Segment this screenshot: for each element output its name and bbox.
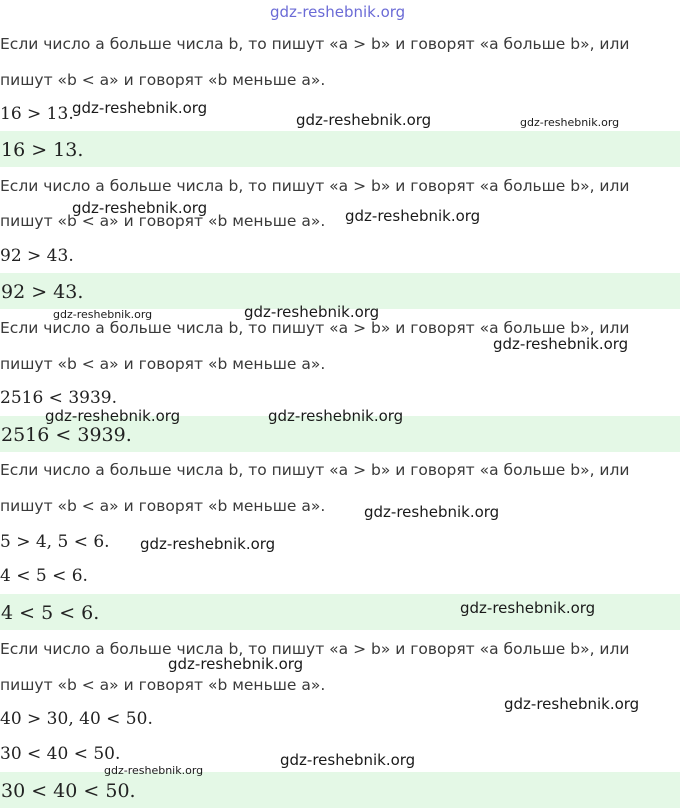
watermark: gdz-reshebnik.org: [504, 695, 640, 713]
rule-text: пишут «b < a» и говорят «b меньше a».: [0, 212, 326, 230]
answer-text: 4 < 5 < 6.: [1, 602, 100, 624]
rule-text: Если число a больше числа b, то пишут «a > b» и говорят «a больше b», или: [0, 35, 630, 53]
watermark: gdz-reshebnik.org: [104, 764, 204, 777]
watermark: gdz-reshebnik.org: [268, 407, 404, 425]
answer-text: 30 < 40 < 50.: [1, 780, 136, 802]
watermark: gdz-reshebnik.org: [270, 3, 406, 21]
solution-step: 92 > 43.: [0, 246, 74, 266]
rule-text: Если число a больше числа b, то пишут «a > b» и говорят «a больше b», или: [0, 177, 630, 195]
solution-step: 40 > 30, 40 < 50.: [0, 709, 153, 729]
watermark: gdz-reshebnik.org: [364, 503, 500, 521]
rule-text: пишут «b < a» и говорят «b меньше a».: [0, 497, 326, 515]
answer-text: 2516 < 3939.: [1, 424, 132, 446]
solution-step: 2516 < 3939.: [0, 388, 117, 408]
answer-row: [0, 772, 680, 808]
watermark: gdz-reshebnik.org: [140, 535, 276, 553]
answer-row: [0, 131, 680, 167]
watermark: gdz-reshebnik.org: [72, 199, 208, 217]
watermark: gdz-reshebnik.org: [493, 335, 629, 353]
watermark: gdz-reshebnik.org: [244, 303, 380, 321]
rule-text: пишут «b < a» и говорят «b меньше a».: [0, 71, 326, 89]
rule-text: пишут «b < a» и говорят «b меньше a».: [0, 355, 326, 373]
rule-text: Если число a больше числа b, то пишут «a > b» и говорят «a больше b», или: [0, 319, 630, 337]
watermark: gdz-reshebnik.org: [345, 207, 481, 225]
watermark: gdz-reshebnik.org: [53, 308, 153, 321]
answer-text: 16 > 13.: [1, 139, 84, 161]
watermark: gdz-reshebnik.org: [280, 751, 416, 769]
watermark: gdz-reshebnik.org: [72, 99, 208, 117]
watermark: gdz-reshebnik.org: [296, 111, 432, 129]
rule-text: пишут «b < a» и говорят «b меньше a».: [0, 676, 326, 694]
watermark: gdz-reshebnik.org: [520, 116, 620, 129]
solution-step: 5 > 4, 5 < 6.: [0, 532, 110, 552]
answer-text: 92 > 43.: [1, 281, 84, 303]
rule-text: Если число a больше числа b, то пишут «a > b» и говорят «a больше b», или: [0, 461, 630, 479]
rule-text: Если число a больше числа b, то пишут «a > b» и говорят «a больше b», или: [0, 640, 630, 658]
solution-step: 30 < 40 < 50.: [0, 744, 121, 764]
solution-step: 16 > 13.: [0, 104, 74, 124]
solution-step: 4 < 5 < 6.: [0, 566, 88, 586]
watermark: gdz-reshebnik.org: [168, 655, 304, 673]
watermark: gdz-reshebnik.org: [45, 407, 181, 425]
watermark: gdz-reshebnik.org: [460, 599, 596, 617]
